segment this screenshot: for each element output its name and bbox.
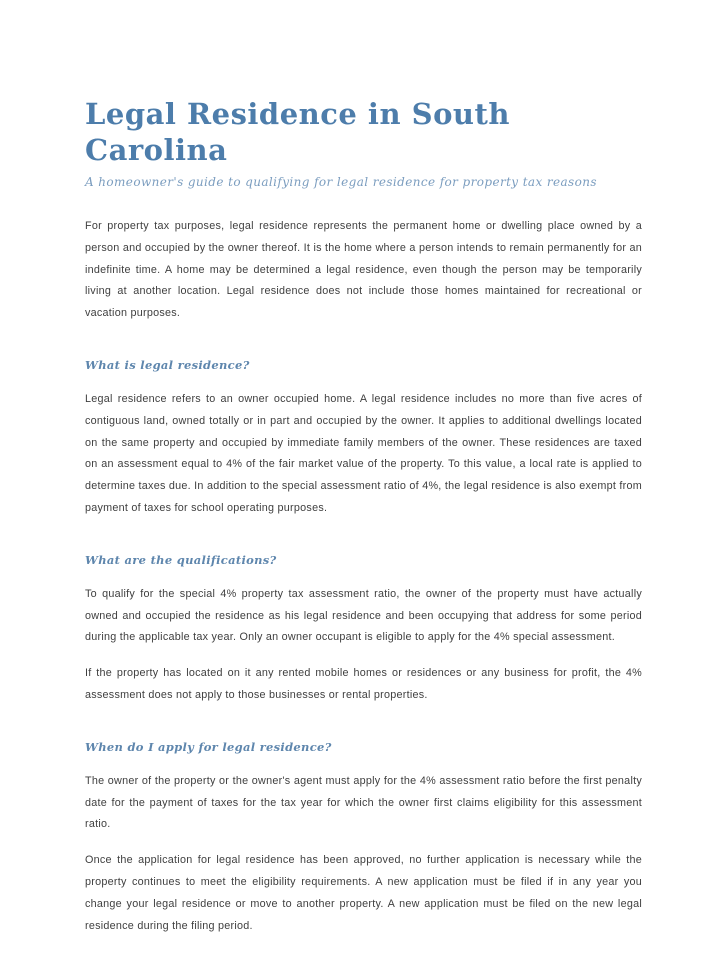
document-subtitle: A homeowner's guide to qualifying for legal residence for property tax reasons [85, 175, 597, 189]
section-qualifications [85, 553, 642, 707]
section-paragraph: To qualify for the special 4% property tax assessment ratio, the owner of the property must have actually owned and occupied the residence as his legal residence and been occupying that address for some period during the applicable tax year. Only an owner occupant is eligible to apply for the 4% special assessment. [85, 587, 642, 644]
intro-paragraph: For property tax purposes, legal residence represents the permanent home or dwelling place owned by a person and occupied by the owner thereof. It is the home where a person intends to remain permanently for an indefinite time. A home may be determined a legal residence, even though the person may be temporarily living at another location. Legal residence does not include those homes maintained for recreational or vacation purposes. [85, 220, 642, 320]
document-content [85, 96, 642, 951]
document-title: Legal Residence in South Carolina [85, 97, 510, 167]
section-paragraph: Legal residence refers to an owner occupied home. A legal residence includes no more than five acres of contiguous land, owned totally or in part and occupied by the owner. It applies to additional dwellings located on the same property and occupied by immediate family members of the owner. These residences are taxed on an assessment equal to 4% of the fair market value of the property. To this value, a local rate is applied to determine taxes due. In addition to the special assessment ratio of 4%, the legal residence is also exempt from payment of taxes for school operating purposes. [85, 392, 642, 514]
section-paragraph: If the property has located on it any rented mobile homes or residences or any business for profit, the 4% assessment does not apply to those businesses or rental properties. [85, 667, 642, 701]
section-paragraph: Once the application for legal residence has been approved, no further application is necessary while the property continues to meet the eligibility requirements. A new application must be filed if in any year you change your legal residence or move to another property. A new application must be filed on the new legal residence during the filing period. [85, 854, 642, 932]
section-heading: When do I apply for legal residence? [85, 739, 332, 754]
section-when-to-apply [85, 740, 642, 938]
section-paragraph: The owner of the property or the owner's agent must apply for the 4% assessment ratio before the first penalty date for the payment of taxes for the tax year for which the owner first claims eligibility for this assessment ratio. [85, 774, 642, 831]
section-what-is-legal-residence [85, 358, 642, 520]
section-heading: What is legal residence? [85, 357, 250, 372]
section-heading: What are the qualifications? [85, 552, 277, 567]
